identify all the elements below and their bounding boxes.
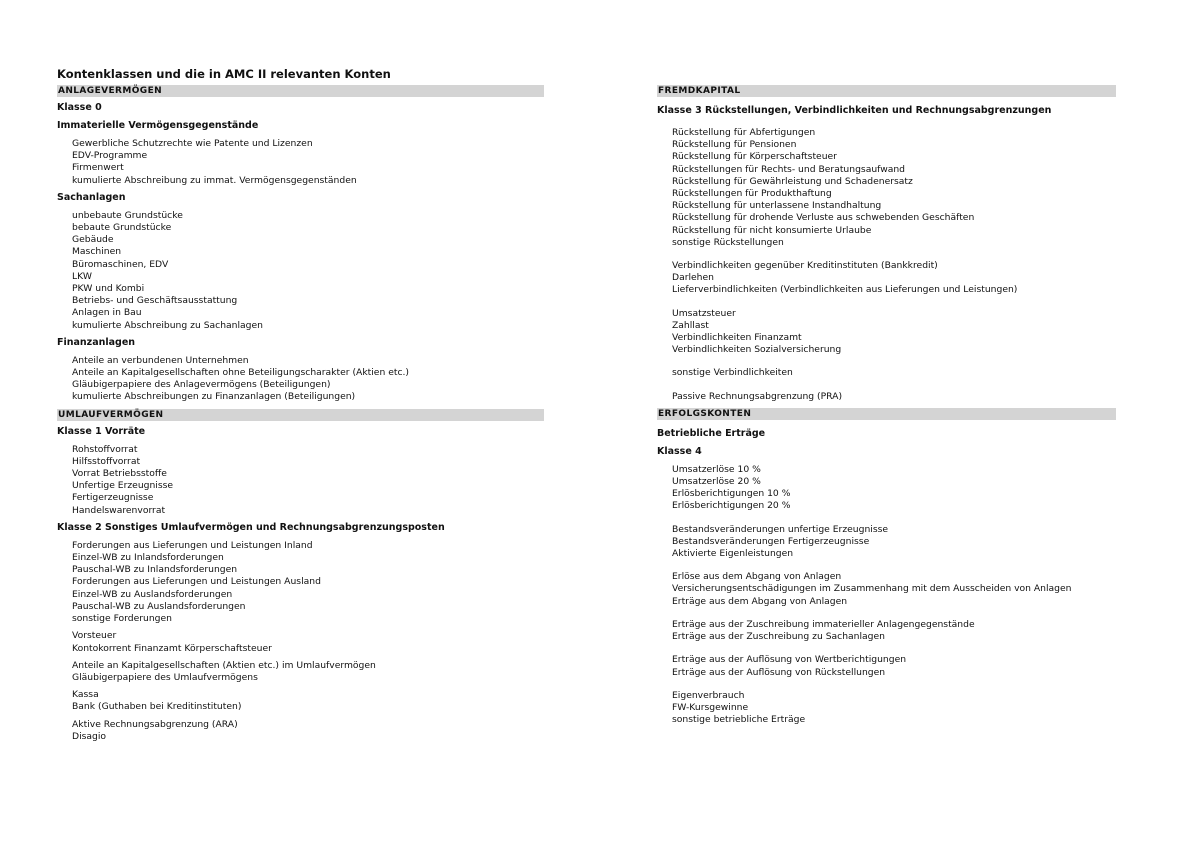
class-heading: Klasse 1 Vorräte (57, 425, 146, 437)
account-item: Gläubigerpapiere des Anlagevermögens (Beteiligungen) (72, 379, 331, 391)
account-item: Umsatzerlöse 20 % (672, 476, 761, 488)
account-item: Erträge aus der Zuschreibung zu Sachanlagen (672, 631, 885, 643)
account-item: Aktive Rechnungsabgrenzung (ARA) (72, 718, 238, 730)
account-item: Hilfsstoffvorrat (72, 455, 141, 467)
account-item: Unfertige Erzeugnisse (72, 480, 174, 492)
account-item: Forderungen aus Lieferungen und Leistungen Inland (72, 539, 313, 551)
account-list (672, 524, 1116, 561)
account-list (72, 540, 544, 625)
account-item: sonstige Forderungen (72, 613, 172, 625)
account-list (672, 619, 1116, 643)
class-heading: Klasse 3 Rückstellungen, Verbindlichkeiten und Rechnungsabgrenzungen (657, 105, 1052, 116)
account-item: Darlehen (672, 272, 714, 284)
right-column (657, 85, 1116, 731)
account-list (672, 654, 1116, 678)
account-item: PKW und Kombi (72, 283, 145, 295)
account-item: bebaute Grundstücke (72, 222, 172, 234)
account-item: Disagio (72, 730, 107, 742)
account-item: Rohstoffvorrat (72, 443, 138, 455)
account-list (72, 660, 544, 684)
section-band-umlaufvermoegen: UMLAUFVERMÖGEN (57, 409, 544, 421)
account-item: Vorrat Betriebsstoffe (72, 468, 167, 480)
account-item: FW-Kursgewinne (672, 701, 749, 713)
account-item: Gebäude (72, 234, 114, 246)
account-item: sonstige Verbindlichkeiten (672, 367, 793, 379)
account-item: Bank (Guthaben bei Kreditinstituten) (72, 701, 242, 713)
account-item: sonstige betriebliche Erträge (672, 714, 806, 726)
account-list (672, 464, 1116, 513)
group-heading: Betriebliche Erträge (657, 427, 766, 439)
account-item: Verbindlichkeiten gegenüber Kreditinstituten (Bankkredit) (672, 260, 938, 272)
account-item: Anteile an Kapitalgesellschaften (Aktien etc.) im Umlaufvermögen (72, 659, 376, 671)
section-band-fremdkapital: FREMDKAPITAL (657, 85, 1116, 97)
account-item: Rückstellung für Abfertigungen (672, 127, 816, 138)
account-item: Erträge aus dem Abgang von Anlagen (672, 595, 848, 607)
account-item: Erträge aus der Zuschreibung immaterieller Anlagengegenstände (672, 618, 975, 630)
account-item: Passive Rechnungsabgrenzung (PRA) (672, 390, 843, 402)
account-item: Rückstellung für Pensionen (672, 139, 797, 151)
account-list (72, 444, 544, 517)
account-item: Erlösberichtigungen 10 % (672, 488, 791, 500)
account-item: Umsatzerlöse 10 % (672, 463, 761, 475)
account-item: Erträge aus der Auflösung von Wertberichtigungen (672, 654, 907, 666)
account-item: Handelswarenvorrat (72, 504, 166, 516)
class-heading: Klasse 0 (57, 102, 102, 113)
account-item: Verbindlichkeiten Finanzamt (672, 332, 802, 344)
account-item: Anteile an verbundenen Unternehmen (72, 354, 249, 366)
account-item: Bestandsveränderungen unfertige Erzeugnisse (672, 523, 889, 535)
account-list (72, 355, 544, 404)
account-item: Betriebs- und Geschäftsausstattung (72, 295, 238, 307)
account-item: Erträge aus der Auflösung von Rückstellungen (672, 666, 886, 678)
account-item: sonstige Rückstellungen (672, 236, 784, 248)
account-item: Pauschal-WB zu Inlandsforderungen (72, 564, 238, 576)
class-heading: Klasse 4 (657, 445, 702, 457)
account-list (672, 127, 1116, 249)
account-list (72, 719, 544, 743)
account-list (72, 138, 544, 187)
account-item: Rückstellung für nicht konsumierte Urlaube (672, 224, 872, 236)
account-item: Kontokorrent Finanzamt Körperschaftsteuer (72, 642, 272, 654)
account-item: Lieferverbindlichkeiten (Verbindlichkeiten aus Lieferungen und Leistungen) (672, 284, 1018, 296)
account-item: Anteile an Kapitalgesellschaften ohne Beteiligungscharakter (Aktien etc.) (72, 367, 410, 379)
account-item: Anlagen in Bau (72, 307, 142, 319)
account-item: kumulierte Abschreibung zu immat. Vermögensgegenständen (72, 174, 357, 186)
account-item: LKW (72, 270, 92, 282)
account-item: Versicherungsentschädigungen im Zusammenhang mit dem Ausscheiden von Anlagen (672, 583, 1072, 595)
account-item: Forderungen aus Lieferungen und Leistungen Ausland (72, 576, 321, 588)
account-list (672, 260, 1116, 297)
account-item: Firmenwert (72, 162, 124, 174)
account-list (672, 308, 1116, 357)
account-item: unbebaute Grundstücke (72, 209, 183, 221)
group-heading: Finanzanlagen (57, 336, 136, 348)
account-item: Kassa (72, 689, 99, 701)
account-item: Rückstellungen für Rechts- und Beratungsaufwand (672, 163, 906, 175)
account-item: Verbindlichkeiten Sozialversicherung (672, 344, 842, 356)
account-item: Rückstellung für unterlassene Instandhaltung (672, 200, 882, 212)
account-item: Einzel-WB zu Inlandsforderungen (72, 552, 224, 564)
account-item: Maschinen (72, 246, 122, 258)
account-item: Umsatzsteuer (672, 307, 736, 319)
left-column (57, 67, 544, 748)
account-item: Aktivierte Eigenleistungen (672, 548, 794, 560)
account-item: Rückstellungen für Produkthaftung (672, 188, 832, 200)
account-item: Rückstellung für Gewährleistung und Schadenersatz (672, 175, 913, 187)
account-item: Bestandsveränderungen Fertigerzeugnisse (672, 535, 870, 547)
account-item: Pauschal-WB zu Auslandsforderungen (72, 600, 246, 612)
account-list (672, 571, 1116, 608)
account-item: Vorsteuer (72, 630, 117, 642)
account-list (672, 690, 1116, 727)
class-heading: Klasse 2 Sonstiges Umlaufvermögen und Rechnungsabgrenzungsposten (57, 521, 445, 533)
group-heading: Sachanlagen (57, 191, 126, 203)
account-list (672, 391, 1116, 403)
account-item: kumulierte Abschreibungen zu Finanzanlagen (Beteiligungen) (72, 391, 356, 403)
account-item: Rückstellung für Körperschaftsteuer (672, 151, 837, 163)
account-item: Eigenverbrauch (672, 689, 745, 701)
account-list (72, 210, 544, 332)
account-list (72, 689, 544, 713)
account-item: Gewerbliche Schutzrechte wie Patente und Lizenzen (72, 138, 313, 149)
account-item: Einzel-WB zu Auslandsforderungen (72, 588, 233, 600)
section-band-erfolgskonten: ERFOLGSKONTEN (657, 408, 1116, 420)
page-title: Kontenklassen und die in AMC II relevanten Konten (57, 67, 391, 81)
account-item: Fertigerzeugnisse (72, 492, 154, 504)
account-list (672, 367, 1116, 379)
account-item: Rückstellung für drohende Verluste aus schwebenden Geschäften (672, 212, 975, 224)
account-item: Erlöse aus dem Abgang von Anlagen (672, 571, 842, 583)
account-item: EDV-Programme (72, 150, 148, 162)
account-item: Zahllast (672, 319, 709, 331)
group-heading: Immaterielle Vermögensgegenstände (57, 120, 259, 131)
section-band-anlagevermoegen: ANLAGEVERMÖGEN (57, 85, 544, 97)
account-item: Erlösberichtigungen 20 % (672, 500, 791, 512)
account-item: kumulierte Abschreibung zu Sachanlagen (72, 319, 263, 331)
account-item: Gläubigerpapiere des Umlaufvermögens (72, 671, 258, 683)
account-item: Büromaschinen, EDV (72, 258, 169, 270)
account-list (72, 630, 544, 654)
